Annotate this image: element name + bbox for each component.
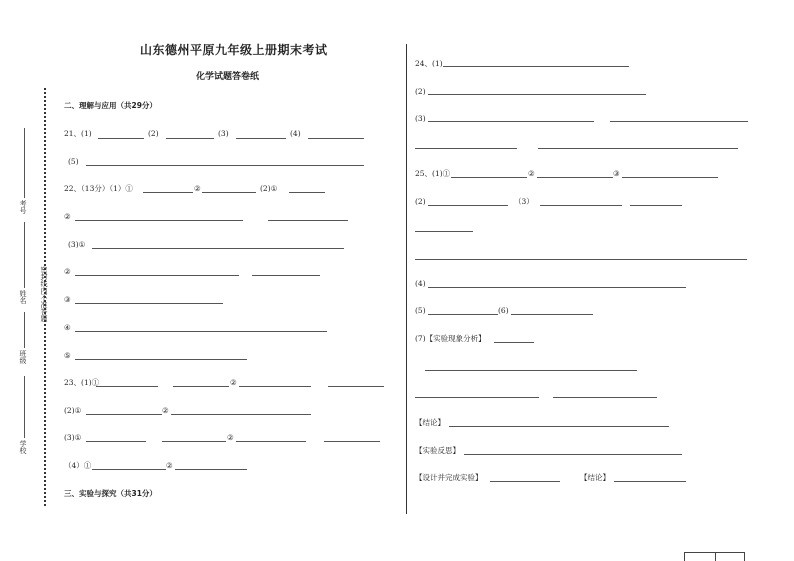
q21-2-label: (2) xyxy=(148,129,159,138)
q25-2-blank[interactable] xyxy=(428,205,508,206)
exam-number-label: 考号 xyxy=(19,200,27,214)
q25-label: 25、(1)① xyxy=(415,169,451,178)
name-label: 姓名 xyxy=(19,290,27,304)
q23-1-2-blank[interactable] xyxy=(239,386,311,387)
q22-row2-label: ② xyxy=(64,212,71,221)
q25-1-3-blank[interactable] xyxy=(622,177,718,178)
q22-row7-blank[interactable] xyxy=(75,359,247,360)
exam-number-line[interactable] xyxy=(24,128,25,198)
q23-4-1-blank[interactable] xyxy=(92,469,166,470)
q24-3-blank-b[interactable] xyxy=(610,121,748,122)
q25-1-3-label: ③ xyxy=(613,169,620,178)
q22-3-label: (3)① xyxy=(68,240,86,249)
q23-1-blank-a[interactable] xyxy=(96,386,158,387)
conclusion-label: 【结论】 xyxy=(415,418,445,427)
q23-3-2-label: ② xyxy=(227,433,234,442)
q22-2-1-label: (2)① xyxy=(260,184,278,193)
q25-7-label: (7)【实验现象分析】 xyxy=(415,334,486,343)
q25-3-label: （3） xyxy=(514,197,534,206)
q21-4-blank[interactable] xyxy=(308,138,364,139)
q22-row2-blank-a[interactable] xyxy=(75,220,243,221)
q25-5-label: (5) xyxy=(415,306,426,315)
conclusion-2-blank[interactable] xyxy=(614,481,686,482)
q24-2-blank[interactable] xyxy=(428,94,646,95)
q22-row2-blank-b[interactable] xyxy=(268,220,348,221)
q21-3-blank[interactable] xyxy=(236,138,286,139)
q25-2-label: (2) xyxy=(415,197,426,206)
q24-label: 24、(1) xyxy=(415,59,443,68)
q22-row6-blank[interactable] xyxy=(75,331,327,332)
q21-2-blank[interactable] xyxy=(166,138,214,139)
q23-1-blank-c[interactable] xyxy=(328,386,384,387)
q24-3-blank-a[interactable] xyxy=(428,121,594,122)
q25-3-blank-d[interactable] xyxy=(415,259,747,260)
q21-4-label: (4) xyxy=(290,129,301,138)
q23-label: 23、(1)① xyxy=(64,378,100,387)
q21-label: 21、(1) xyxy=(64,129,92,138)
q24-3-label: (3) xyxy=(415,114,426,123)
column-divider xyxy=(406,44,407,514)
q25-3-blank-b[interactable] xyxy=(630,205,682,206)
q22-1-1-blank[interactable] xyxy=(143,192,193,193)
q22-row4-label: ② xyxy=(64,267,71,276)
q25-1-2-label: ② xyxy=(528,169,535,178)
q25-6-label: (6) xyxy=(498,306,509,315)
q23-3-1-blank[interactable] xyxy=(86,441,146,442)
reflection-blank[interactable] xyxy=(464,454,682,455)
q21-5-label: (5) xyxy=(68,157,79,166)
q21-3-label: (3) xyxy=(218,129,229,138)
design-label: 【设计并完成实验】 xyxy=(415,473,483,482)
q22-row4-blank-a[interactable] xyxy=(75,275,239,276)
q23-4-label: （4）① xyxy=(64,461,92,470)
page-subtitle: 化学试题答卷纸 xyxy=(196,72,260,82)
q23-4-2-label: ② xyxy=(166,461,173,470)
q23-2-2-blank[interactable] xyxy=(171,414,311,415)
q22-row5-blank[interactable] xyxy=(75,303,223,304)
q21-1-blank[interactable] xyxy=(98,138,144,139)
q22-row6-label: ④ xyxy=(64,323,71,332)
q21-5-blank[interactable] xyxy=(86,165,364,166)
q23-3-blank-b[interactable] xyxy=(162,441,226,442)
q24-3-blank-c[interactable] xyxy=(415,148,517,149)
q25-7-blank-a[interactable] xyxy=(494,342,534,343)
q23-1-blank-b[interactable] xyxy=(173,386,229,387)
q23-2-2-label: ② xyxy=(162,406,169,415)
section-3-heading: 三、实验与探究（共31分） xyxy=(64,489,157,498)
q22-1-2-blank[interactable] xyxy=(202,192,256,193)
school-line[interactable] xyxy=(24,376,25,438)
q24-1-blank[interactable] xyxy=(443,66,629,67)
q23-3-2-blank[interactable] xyxy=(236,441,306,442)
q22-row5-label: ③ xyxy=(64,295,71,304)
seal-notice: 密封线内不准答题 xyxy=(40,266,48,322)
q25-6-blank[interactable] xyxy=(511,314,593,315)
q23-2-1-blank[interactable] xyxy=(86,414,162,415)
q25-7-blank-b[interactable] xyxy=(425,370,637,371)
class-label: 班级 xyxy=(19,350,27,364)
q23-1-2-label: ② xyxy=(230,378,237,387)
name-line[interactable] xyxy=(24,222,25,288)
q25-3-blank-c[interactable] xyxy=(415,231,473,232)
reflection-label: 【实验反思】 xyxy=(415,446,460,455)
q25-1-2-blank[interactable] xyxy=(537,177,613,178)
page-title: 山东德州平原九年级上册期末考试 xyxy=(140,43,328,57)
q23-4-2-blank[interactable] xyxy=(175,469,247,470)
q25-1-1-blank[interactable] xyxy=(451,177,527,178)
q22-label: 22、（13分）（1）① xyxy=(64,184,133,193)
q25-4-blank[interactable] xyxy=(428,287,686,288)
conclusion-blank[interactable] xyxy=(449,426,669,427)
q23-3-label: (3)① xyxy=(64,433,82,442)
q25-4-label: (4) xyxy=(415,279,426,288)
q22-3-blank[interactable] xyxy=(92,248,344,249)
q24-2-label: (2) xyxy=(415,87,426,96)
section-2-heading: 二、理解与应用（共29分） xyxy=(64,101,157,110)
q23-2-label: (2)① xyxy=(64,406,82,415)
q22-row7-label: ⑤ xyxy=(64,351,71,360)
q25-3-blank-a[interactable] xyxy=(540,205,622,206)
q23-3-blank-c[interactable] xyxy=(324,441,380,442)
design-blank[interactable] xyxy=(490,481,560,482)
class-line[interactable] xyxy=(24,312,25,348)
q22-row4-blank-b[interactable] xyxy=(252,275,320,276)
q25-5-blank[interactable] xyxy=(428,314,498,315)
school-label: 学校 xyxy=(19,440,27,454)
q25-7-blank-c[interactable] xyxy=(415,397,539,398)
q22-2-1-blank[interactable] xyxy=(289,192,325,193)
q24-3-blank-d[interactable] xyxy=(538,148,738,149)
q25-7-blank-d[interactable] xyxy=(553,397,657,398)
q22-1-2-label: ② xyxy=(194,184,201,193)
seal-line xyxy=(44,88,46,506)
conclusion-2-label: 【结论】 xyxy=(580,473,610,482)
